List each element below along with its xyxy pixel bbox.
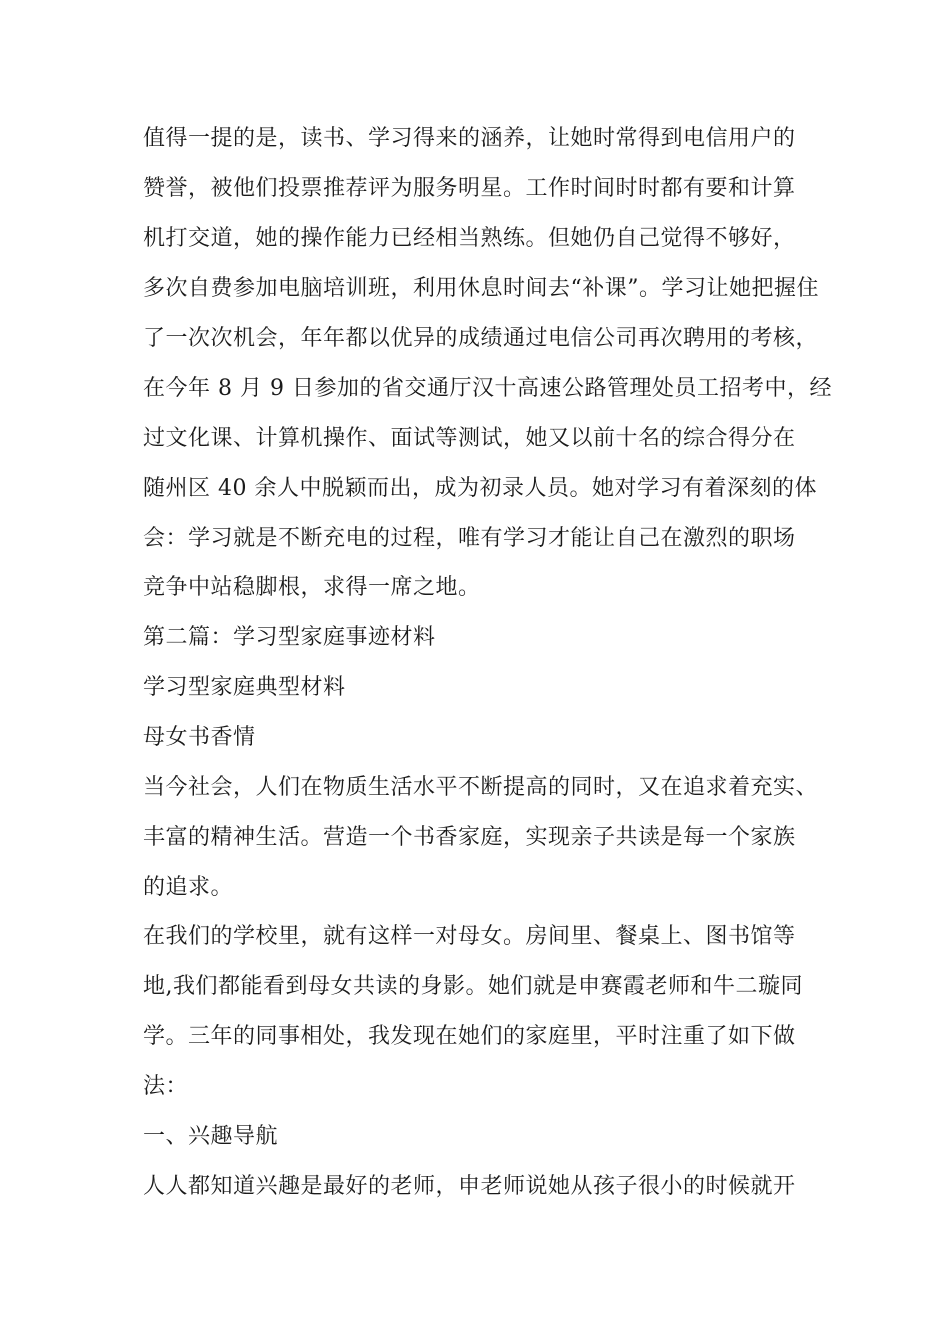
text-line: 机打交道，她的操作能力已经相当熟练。但她仍自己觉得不够好， <box>143 226 796 251</box>
text-line: 值得一提的是，读书、学习得来的涵养，让她时常得到电信用户的 <box>143 126 796 151</box>
text-line: 了一次次机会，年年都以优异的成绩通过电信公司再次聘用的考核， <box>143 326 819 351</box>
text-line: 随州区 40 余人中脱颖而出，成为初录人员。她对学习有着深刻的体 <box>143 476 817 501</box>
text-line: 法： <box>143 1074 189 1099</box>
text-line: 赞誉，被他们投票推荐评为服务明星。工作时间时时都有要和计算 <box>143 176 796 201</box>
text-line: 在我们的学校里，就有这样一对母女。房间里、餐桌上、图书馆等 <box>143 924 796 949</box>
text-line: 学。三年的同事相处，我发现在她们的家庭里，平时注重了如下做 <box>143 1024 796 1049</box>
text-line: 会：学习就是不断充电的过程，唯有学习才能让自己在激烈的职场 <box>143 526 796 551</box>
document-subtitle: 母女书香情 <box>143 725 256 750</box>
document-title: 学习型家庭典型材料 <box>143 675 346 700</box>
text-line: 过文化课、计算机操作、面试等测试，她又以前十名的综合得分在 <box>143 426 796 451</box>
text-line: 竞争中站稳脚根，求得一席之地。 <box>143 575 481 600</box>
text-line: 多次自费参加电脑培训班，利用休息时间去“补课”。学习让她把握住 <box>143 276 819 301</box>
text-line: 地,我们都能看到母女共读的身影。她们就是申赛霞老师和牛二璇同 <box>143 974 803 999</box>
text-line: 丰富的精神生活。营造一个书香家庭，实现亲子共读是每一个家族 <box>143 825 796 850</box>
text-line: 在今年 8 月 9 日参加的省交通厅汉十高速公路管理处员工招考中，经 <box>143 376 832 401</box>
text-line: 人人都知道兴趣是最好的老师，申老师说她从孩子很小的时候就开 <box>143 1174 796 1199</box>
text-line: 的追求。 <box>143 875 234 900</box>
section-heading: 第二篇：学习型家庭事迹材料 <box>143 625 436 650</box>
text-line: 当今社会，人们在物质生活水平不断提高的同时，又在追求着充实、 <box>143 775 819 800</box>
section-heading: 一、兴趣导航 <box>143 1124 279 1149</box>
